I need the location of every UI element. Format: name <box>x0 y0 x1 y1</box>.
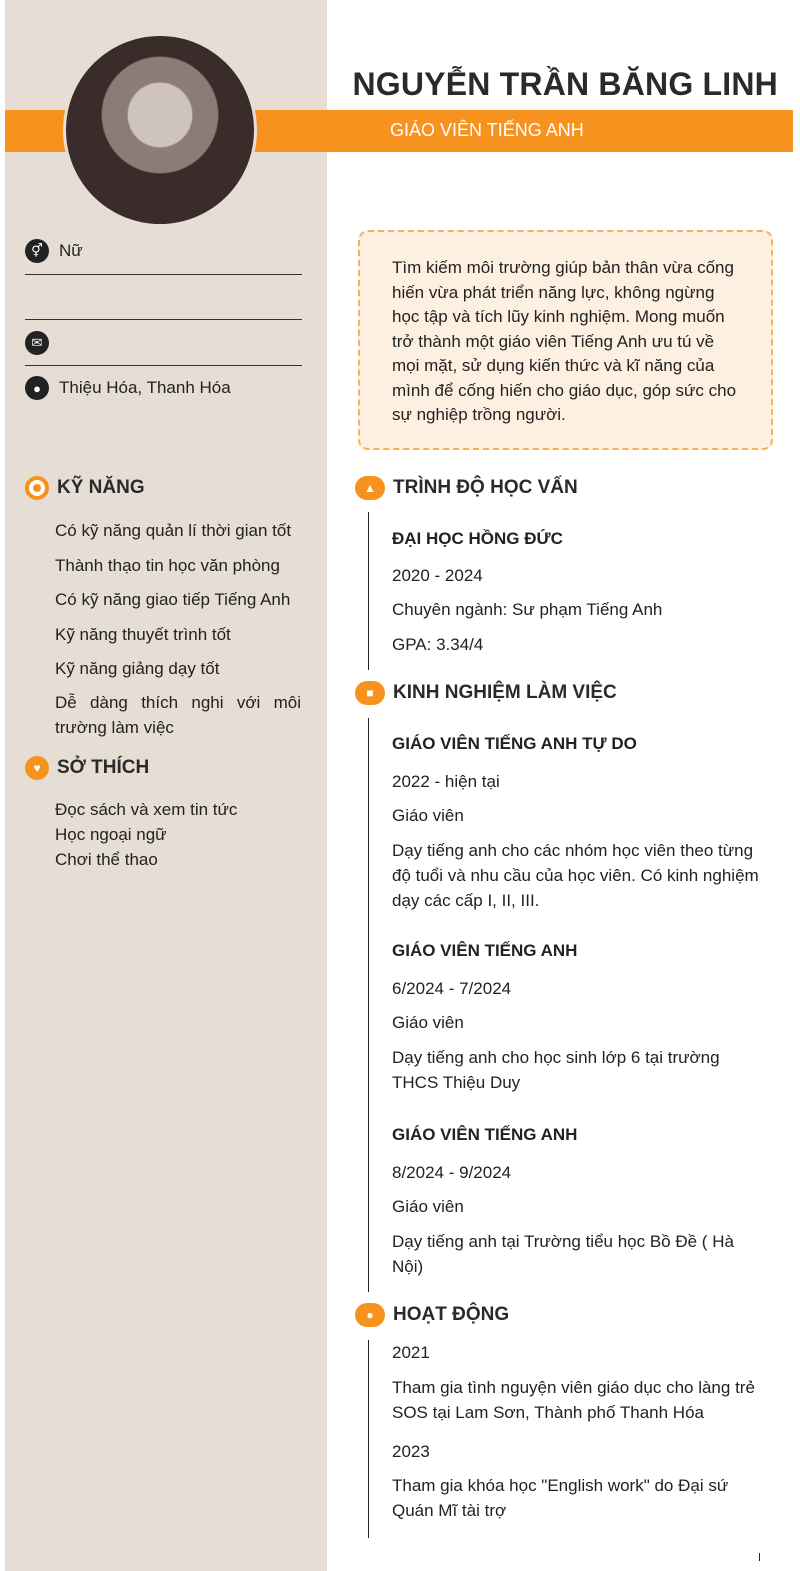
skills-heading <box>25 476 145 500</box>
career-objective: Tìm kiếm môi trường giúp bản thân vừa cống hiến vừa phát triển năng lực, không ngừng học tập và tích lũy kinh nghiệm. Mong muốn trở thành một giáo viên Tiếng Anh ưu tú về mọi mặt, sử dụng kiến thức và kĩ năng của mình để cống hiến cho giáo dục, góp sức cho sự nghiệp trồng người. <box>358 230 773 450</box>
sidebar <box>5 0 327 1571</box>
gender-text: Nữ <box>59 241 83 260</box>
hobbies-heading <box>25 756 149 780</box>
target-icon <box>25 476 49 500</box>
job-description: Dạy tiếng anh tại Trường tiểu học Bồ Đề ( Hà Nội) <box>392 1232 734 1276</box>
skill-item: Có kỹ năng quản lí thời gian tốt <box>55 521 292 540</box>
activity-description: Tham gia khóa học "English work" do Đại sứ Quán Mĩ tài trợ <box>392 1476 729 1520</box>
hobby-item: Chơi thể thao <box>55 850 158 869</box>
job-description: Dạy tiếng anh cho học sinh lớp 6 tại trường THCS Thiệu Duy <box>392 1048 720 1092</box>
divider <box>25 365 302 366</box>
skill-item: Dễ dàng thích nghi với môi trường làm việc <box>55 693 301 737</box>
timeline-line <box>368 512 369 670</box>
divider <box>25 274 302 275</box>
graduation-cap-icon: ▲ <box>355 476 385 500</box>
location-pin-icon: ● <box>25 376 49 400</box>
experience-heading-text: KINH NGHIỆM LÀM VIỆC <box>393 682 617 703</box>
activity-year: 2021 <box>392 1343 430 1362</box>
job-role: Giáo viên <box>392 806 464 825</box>
education-heading <box>355 476 578 500</box>
activities-heading-text: HOẠT ĐỘNG <box>393 1304 510 1325</box>
skills-heading-text: KỸ NĂNG <box>57 477 145 498</box>
contact-email <box>25 330 302 356</box>
skill-item: Có kỹ năng giao tiếp Tiếng Anh <box>55 590 291 609</box>
envelope-icon: ✉ <box>25 331 49 355</box>
education-gpa: GPA: 3.34/4 <box>392 635 484 654</box>
job-role: Giáo viên <box>392 1197 464 1216</box>
hobby-item: Học ngoại ngữ <box>55 825 167 844</box>
timeline-line <box>368 718 369 1292</box>
avatar-photo <box>66 36 254 224</box>
page-mark <box>759 1553 760 1561</box>
job-title: GIÁO VIÊN TIẾNG ANH <box>390 120 584 140</box>
address-text: Thiệu Hóa, Thanh Hóa <box>59 378 231 397</box>
heart-icon: ♥ <box>25 756 49 780</box>
contact-gender <box>25 238 302 264</box>
activity-year: 2023 <box>392 1442 430 1461</box>
job-period: 6/2024 - 7/2024 <box>392 979 512 998</box>
hobby-item: Đọc sách và xem tin tức <box>55 800 238 819</box>
gender-icon: ⚥ <box>25 239 49 263</box>
school-name: ĐẠI HỌC HỒNG ĐỨC <box>392 529 563 548</box>
job-title-item: GIÁO VIÊN TIẾNG ANH <box>392 941 578 960</box>
activity-description: Tham gia tình nguyện viên giáo dục cho làng trẻ SOS tại Lam Sơn, Thành phố Thanh Hóa <box>392 1378 755 1422</box>
contact-address <box>25 375 302 401</box>
job-title-item: GIÁO VIÊN TIẾNG ANH TỰ DO <box>392 734 637 753</box>
education-major: Chuyên ngành: Sư phạm Tiếng Anh <box>392 600 663 619</box>
experience-heading <box>355 681 617 705</box>
activities-heading <box>355 1303 509 1327</box>
bell-icon: ● <box>355 1303 385 1327</box>
timeline-line <box>368 1340 369 1538</box>
education-period: 2020 - 2024 <box>392 566 483 585</box>
job-period: 8/2024 - 9/2024 <box>392 1163 512 1182</box>
job-period: 2022 - hiện tại <box>392 772 500 791</box>
skill-item: Thành thạo tin học văn phòng <box>55 556 280 575</box>
contact-phone <box>25 284 302 310</box>
skill-item: Kỹ năng thuyết trình tốt <box>55 625 231 644</box>
candidate-name: NGUYỄN TRẦN BĂNG LINH <box>352 66 778 102</box>
briefcase-icon: ■ <box>355 681 385 705</box>
hobbies-heading-text: SỞ THÍCH <box>57 757 150 778</box>
job-title-item: GIÁO VIÊN TIẾNG ANH <box>392 1125 578 1144</box>
job-role: Giáo viên <box>392 1013 464 1032</box>
education-heading-text: TRÌNH ĐỘ HỌC VẤN <box>393 477 578 498</box>
job-description: Dạy tiếng anh cho các nhóm học viên theo từng độ tuổi và nhu cầu của học viên. Có kinh nghiệm dạy các cấp I, II, III. <box>392 841 759 910</box>
avatar <box>63 33 257 227</box>
divider <box>25 319 302 320</box>
skill-item: Kỹ năng giảng dạy tốt <box>55 659 220 678</box>
